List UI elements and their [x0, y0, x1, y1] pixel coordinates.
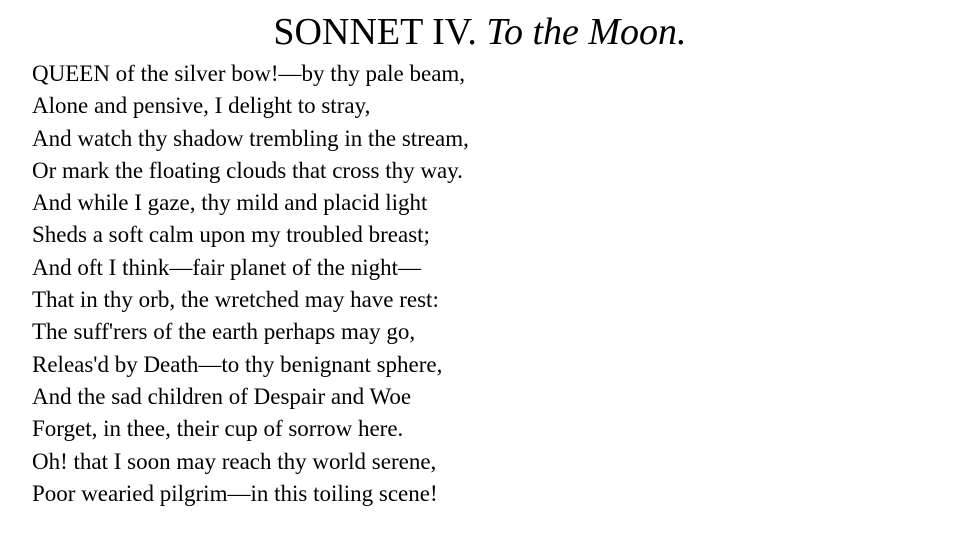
poem-line-6: Sheds a soft calm upon my troubled breast; [32, 222, 430, 248]
poem-line-5: And while I gaze, thy mild and placid light [32, 190, 428, 216]
poem-line-8: That in thy orb, the wretched may have rest: [32, 287, 439, 313]
poem-line-1: QUEEN of the silver bow!—by thy pale beam, [32, 61, 466, 86]
poem-line-7: And oft I think—fair planet of the night— [32, 254, 422, 280]
poem-line-9: The suff'rers of the earth perhaps may go, [32, 319, 416, 345]
page-title [0, 9, 960, 55]
poem-line-10: Releas'd by Death—to thy benignant sphere, [32, 351, 443, 377]
poem-line-2: Alone and pensive, I delight to stray, [32, 93, 371, 119]
title-main: SONNET IV. [273, 11, 477, 53]
poem-line-12: Forget, in thee, their cup of sorrow here. [32, 416, 404, 442]
poem-line-11: And the sad children of Despair and Woe [32, 383, 412, 409]
poem-line-3: And watch thy shadow trembling in the stream, [32, 125, 469, 151]
poem-body [32, 58, 932, 510]
poem-line-4: Or mark the floating clouds that cross thy way. [32, 157, 463, 183]
title-subtitle: To the Moon. [486, 11, 687, 53]
poem-line-13: Oh! that I soon may reach thy world serene, [32, 448, 437, 474]
poem-line-14: Poor wearied pilgrim—in this toiling scene! [32, 480, 438, 506]
